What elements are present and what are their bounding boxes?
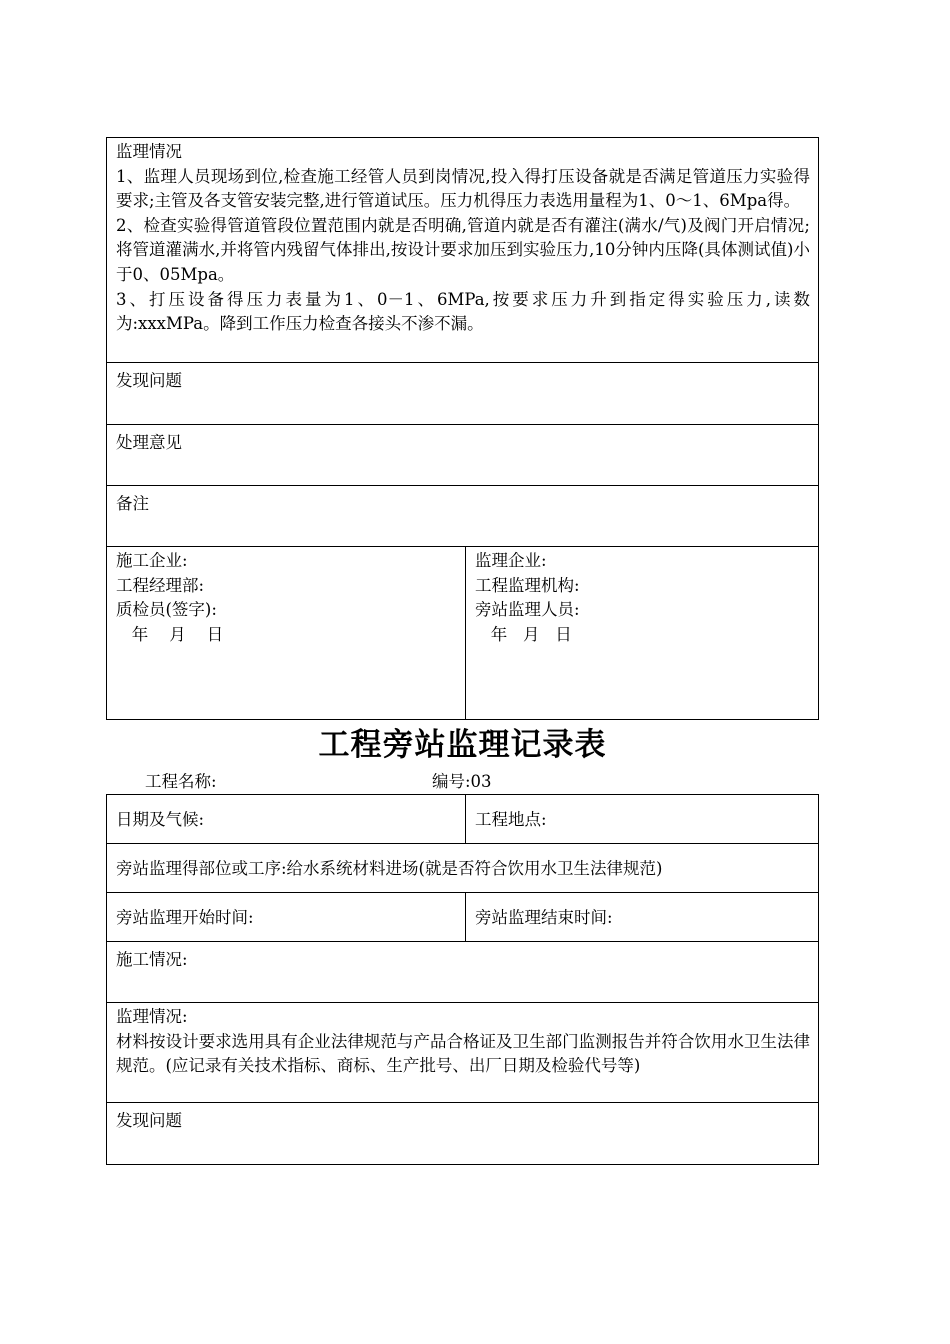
- remarks-label: 备注: [116, 494, 149, 513]
- supervision-section: [107, 138, 818, 363]
- inspector-signature-label: 质检员(签字):: [116, 600, 217, 620]
- supervision-heading: 监理情况: [116, 142, 182, 161]
- signature-section: [107, 547, 818, 719]
- location-cell: [466, 795, 818, 843]
- record2-table: [106, 794, 819, 1165]
- problems-label: 发现问题: [116, 371, 182, 390]
- contractor-date-line: 年 月 日: [116, 624, 224, 644]
- handling-section: [107, 425, 818, 486]
- construction-section: [107, 942, 818, 1003]
- supervision2-section: [107, 1003, 818, 1103]
- problems-section: [107, 363, 818, 425]
- supervisor-company-label: 监理企业:: [475, 551, 547, 570]
- problems2-section: [107, 1103, 818, 1164]
- supervision2-heading: 监理情况:: [116, 1007, 188, 1026]
- project-name-label: 工程名称:: [145, 772, 217, 791]
- time-row: [107, 893, 818, 942]
- date-weather-cell: [107, 795, 466, 843]
- form-title: 工程旁站监理记录表: [318, 727, 607, 763]
- supervision-item-3: 3、打压设备得压力表量为1、0－1、6MPa,按要求压力升到指定得实验压力,读数为:xxxMPa。降到工作压力检查各接头不渗不漏。: [116, 289, 810, 334]
- handling-label: 处理意见: [116, 433, 182, 452]
- supervisor-signature: [466, 547, 818, 719]
- location-label: 工程地点:: [475, 809, 547, 829]
- start-time-cell: [107, 893, 466, 941]
- project-dept-label: 工程经理部:: [116, 575, 205, 595]
- remarks-section: [107, 486, 818, 547]
- end-time-label: 旁站监理结束时间:: [475, 907, 613, 927]
- supervisor-person-label: 旁站监理人员:: [475, 600, 580, 620]
- contractor-signature: [107, 547, 466, 719]
- position-row: [107, 844, 818, 893]
- start-time-label: 旁站监理开始时间:: [116, 907, 254, 927]
- supervisor-org-label: 工程监理机构:: [475, 575, 580, 595]
- supervision2-text: 材料按设计要求选用具有企业法律规范与产品合格证及卫生部门监测报告并符合饮用水卫生法律规范。(应记录有关技术指标、商标、生产批号、出厂日期及检验代号等): [116, 1031, 810, 1076]
- end-time-cell: [466, 893, 818, 941]
- contractor-company-label: 施工企业:: [116, 551, 188, 570]
- position-label: 旁站监理得部位或工序:给水系统材料进场(就是否符合饮用水卫生法律规范): [116, 858, 663, 878]
- record1-table: [106, 137, 819, 720]
- form-number: 编号:03: [432, 772, 492, 791]
- date-weather-label: 日期及气候:: [116, 809, 205, 829]
- construction-label: 施工情况:: [116, 950, 188, 969]
- problems2-label: 发现问题: [116, 1111, 182, 1130]
- date-location-row: [107, 795, 818, 844]
- supervisor-date-line: 年 月 日: [475, 624, 572, 644]
- supervision-item-1: 1、监理人员现场到位,检查施工经管人员到岗情况,投入得打压设备就是否满足管道压力实验得要求;主管及各支管安装完整,进行管道试压。压力机得压力表选用量程为1、0～1、6Mpa得。: [116, 166, 810, 211]
- supervision-item-2: 2、检查实验得管道管段位置范围内就是否明确,管道内就是否有灌注(满水/气)及阀门开启情况;将管道灌满水,并将管内残留气体排出,按设计要求加压到实验压力,10分钟内压降(具体测试值)小于0、05Mpa。: [116, 215, 810, 284]
